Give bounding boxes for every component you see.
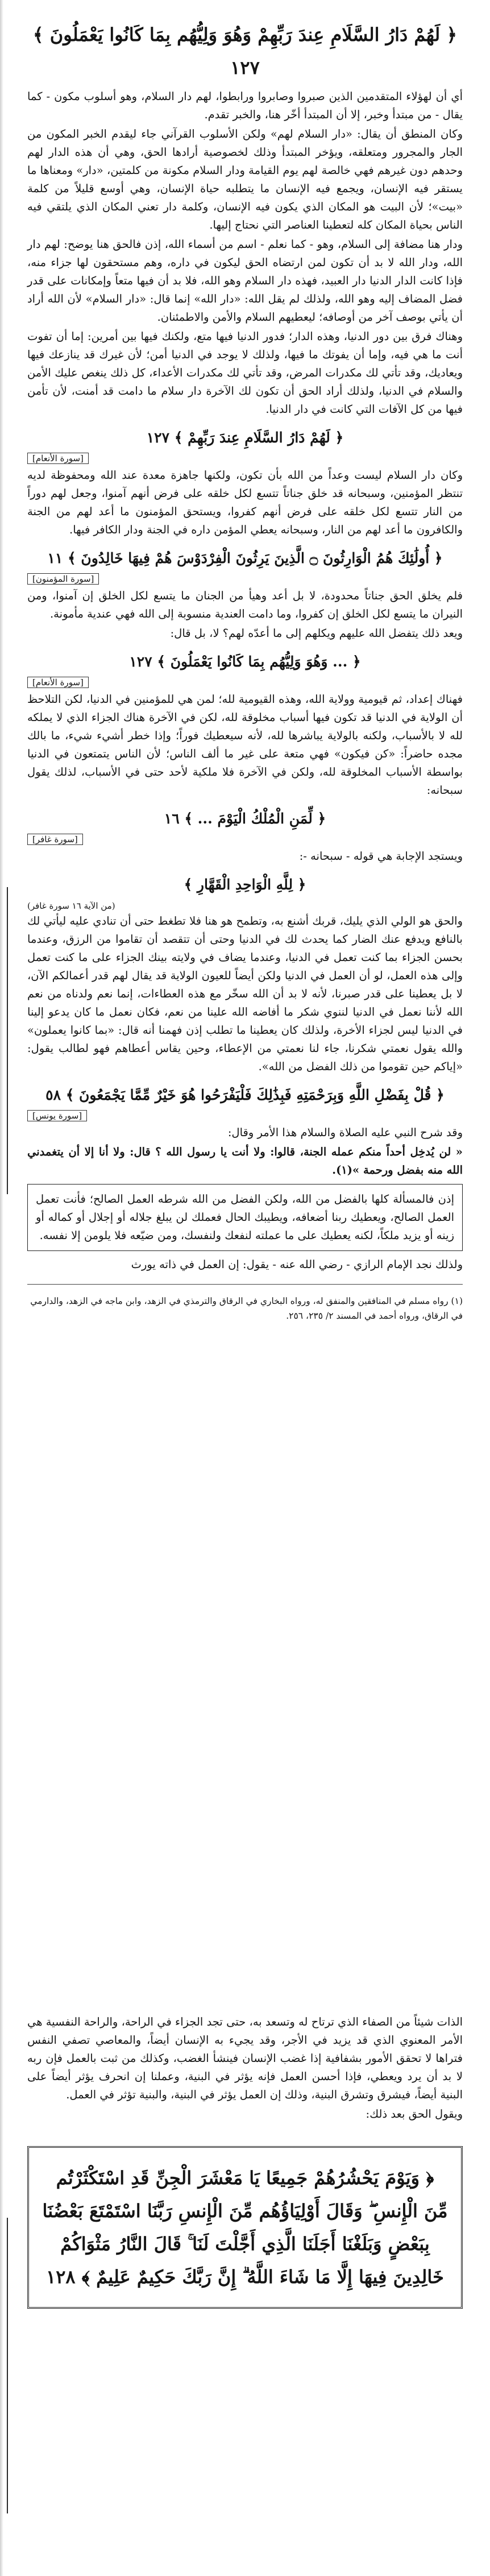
footnote: (١) رواه مسلم في المنافقين والمنفق له، ورواه البخاري في الرقاق والترمذي في الزهد، وابن ماجه في الزهد، والدارمي في الرقاق، ورواه أحمد في المسند ٢/ ٢٣٥، ٢٥٦. — [30, 1295, 463, 1321]
margin-line — [7, 887, 8, 1194]
paragraph: والحق هو الولي الذي يليك، قربك أشنع به، وتطمح هو هنا فلا تطغط حتى أن تنادي عليه ليأتي لك بالنافع ويدفع عنك الضار كما يحدث لك في الدنيا وحتى أن تتقصد أن تقاموا من الرزق، وعندما بحسن الجزاء بما كنت تعمل في الدنيا، وعندما يضاف في ولايته بينك الجزاء على ما كنت تعمل وإلى هذه العمل، لو أن العمل في الدنيا ولكن أيضاً للعيون الولاية قد يقال لهم قدر أعمالكم الآن، لا بل يعطينا على قدر صبرنا، لأنه لا بد أن الله سخّر مع هذه العطاءات، إنما نعم ولدناه من نعم الله لأننا نعمل في الدنيا لننوي شكر ما أفاضه الله علينا من نعم، فكان نعمل ما كان يدعو إلينا في الدنيا ليس لجزاء الأخرة، ولذلك كان يعطينا ما تطلب إذن فهمنا أنه قال: «بما كانوا يعملون» والله يقول نعمتي شكرنا، جاء لنا نعمتي من الإعطاء، وحين يقاس أعطاهم فهو لطالب يقول: «إياكم حين تقوموا من ذلك الفضل من الله». — [27, 914, 463, 1073]
paragraph: وهناك فرق بين دور الدنيا، وهذه الدار؛ فدور الدنيا فيها متع، ولكنك فيها بين أمرين: إما أن تفوت أنت ما هي فيه، وإما أن يفوتك ما فيها، ولذلك لا يوجد في الدنيا أمن؛ لأن غيرك قد ينازعك فيها ويعاديك، وقد تأتي لك مكدرات المرض، وقد تأتي لك مكدرات الأعداء، كل ذلك ينغص عليك الأمن والسلام في الدنيا، ولذلك أراد الحق أن تكون لك الآخرة دار سلام ما دامت قد أمنت، لأن تأمن فيها من كل الآفات التي كانت في دار الدنيا. — [27, 330, 463, 416]
page-bottom-section — [27, 2013, 463, 2309]
paragraph: ويقول الحق بعد ذلك: — [366, 2107, 463, 2121]
lead-in: ويستجد الإجابة هي قوله - سبحانه -: — [299, 850, 463, 863]
paragraph: فلم يخلق الحق جناتاً محدودة، لا بل أعد وهيأ من الجنان ما يتسع لكل الخلق إن آمنوا، ومن النيران ما يتسع لكل الخلق إن كفروا، وما دامت العندية منسوبة إلى الله فهي عندية مأمونة. — [27, 589, 463, 620]
sura-reference: [سورة الأنعام] — [27, 453, 89, 464]
paragraph: ودار هنا مضافة إلى السلام، وهو - كما نعلم - اسم من أسماء الله، إذن فالحق هنا يوضح: لهم دار الله، ودار الله لا بد أن تكون لمن ارتضاه الحق ليكون في داره، وهم مستحقون لها جزاء منه، فإذا كانت الدار الدنيا دار العبيد، فهذه دار السلام وهو الله، فلا بد أن فيها متعاً وإمكانات على قدر فضل المضاف إليه وهو الله، ولذلك لم يقل الله: «دار الله» إنما قال: «دار السلام» لأن الله أراد أن يأتي بوصف آخر من أوصافه؛ ليعطيهم السلام والأمن والاطمئنان. — [27, 238, 463, 324]
final-verse: ﴿ وَيَوْمَ يَحْشُرُهُمْ جَمِيعًا يَا مَعْشَرَ الْجِنِّ قَدِ اسْتَكْثَرْتُم مِّنَ الْإِنسِ ۖ وَقَالَ أَوْلِيَاؤُهُم مِّنَ الْإِنسِ رَبَّنَا اسْتَمْتَعَ بَعْضُنَا بِبَعْضٍ وَبَلَغْنَا أَجَلَنَا الَّذِي أَجَّلْتَ لَنَا ۚ قَالَ النَّارُ مَثْوَاكُمْ خَالِدِينَ فِيهَا إِلَّا مَا شَاءَ اللَّهُ ۗ إِنَّ رَبَّكَ حَكِيمٌ عَلِيمٌ ﴾ ١٢٨ — [42, 2167, 448, 2288]
sura-reference: [سورة المؤمنون] — [27, 573, 99, 585]
quran-verse: ﴿ لِّمَنِ الْمُلْكُ الْيَوْمَ ... ﴾ ١٦ — [164, 810, 326, 827]
sura-reference: [سورة غافر] — [27, 834, 83, 845]
boxed-text: إذن فالمسألة كلها بالفضل من الله، ولكن الفضل من الله شرطه العمل الصالح؛ فأنت تعمل العمل الصالح، ويعطيك ربنا أضعافه، ويطيبك الحال فعملك لن يبلغ جلاله أو إجلال أو كماله أو زينه أو يزيد ملكاً، لكنه يعطيك على ما عملته لنفعك ولنفسك، ومن ضيّعه فلا يلومن إلا نفسه. — [36, 1192, 454, 1242]
page-top-section — [27, 10, 463, 1332]
quran-verse: ﴿ ... وَهُوَ وَلِيُّهُم بِمَا كَانُوا يَعْمَلُونَ ﴾ ١٢٧ — [129, 653, 361, 670]
paragraph: وقد شرح النبي عليه الصلاة والسلام هذا الأمر وقال: — [227, 1126, 463, 1139]
paragraph: ويعد ذلك يتفضل الله عليهم ويكلهم إلى ما أعدّه لهم؟ لا، بل قال: — [170, 627, 463, 640]
paragraph: الذات شيئاً من الصفاء الذي ترتاح له وتسعد به، حتى تجد الجزاء في الراحة، والراحة النفسية هي الأمر المعنوي الذي قد يزيد في الأجر، وقد يجيء به الإنسان أيضاً، والمعاصي تصفي النفس فتراها لا تحقق الأمور بشفافية إذا غضب الإنسان فينشأ الغضب، وكذلك من ثبت بالعمل فإن ربه لا بد أن يرد ويعطي، فإذا أحسن العمل فإنه يؤثر في البنية، وعملنا إن انحرف يؤثر أيضاً على البنية أيضاً، فيشرق وتشرق البنية، وذلك إن العمل يؤثر في البنية، والبنية تؤثر في العمل. — [27, 2015, 463, 2101]
paragraph: وكان المنطق أن يقال: «دار السلام لهم» ولكن الأسلوب القرآني جاء ليقدم الخبر المكون من الجار والمجرور ومتعلقه، ويؤخر المبتدأ وذلك لخصوصية أرادها الحق، وهي أن هذه الدار لهم وحدهم دون غيرهم فهي خالصة لهم يوم القيامة ودار السلام مكونة من كلمتين، «دار» ومعناها ما يستقر فيه الإنسان، ويجمع فيه الإنسان ما يتطلبه حياة الإنسان، وهي أوسع قليلاً من كلمة «بيت»؛ لأن البيت هو المكان الذي يكون فيه الإنسان، وكلمة دار تعني المكان الذي يلتقي فيه الناس بحياة المكان كله لتعطينا العناصر التي نحتاج إليها. — [27, 127, 463, 231]
header-verse: ﴿ لَهُمْ دَارُ السَّلَامِ عِندَ رَبِّهِمْ وَهُوَ وَلِيُّهُم بِمَا كَانُوا يَعْمَلُونَ ﴾ ١٢٧ — [32, 24, 458, 78]
paragraph: ولذلك نجد الإمام الرازي - رضي الله عنه - يقول: إن العمل في ذاته يورث — [131, 1258, 463, 1271]
sura-reference: [سورة الأنعام] — [27, 677, 89, 688]
sura-reference: [سورة يونس] — [27, 1110, 87, 1121]
margin-line — [7, 2218, 8, 2513]
hadith: « لن يُدخِل أحداً منكم عمله الجنة، قالوا: ولا أنت يا رسول الله ؟ قال: ولا أنا إلا أن يتغمدني الله منه بفضل ورحمة »(١). — [27, 1145, 463, 1177]
quran-verse: ﴿ أُولَٰئِكَ هُمُ الْوَارِثُونَ ۝ الَّذِينَ يَرِثُونَ الْفِرْدَوْسَ هُمْ فِيهَا خَالِدُونَ ﴾ ١١ — [47, 550, 443, 566]
paragraph: وكان دار السلام ليست وعداً من الله بأن تكون، ولكنها جاهزة معدة عند الله ومحفوظة لديه تنتظر المؤمنين، وسبحانه قد خلق جناتاً تتسع لكل خلقه على فرض أنهم آمنوا، وجعل لهم دوراً من النار تتسع لكل خلقه على فرض أنهم كفروا، ويستحق المؤمنون ما أعد لهم من الجنة والكافرون ما أعد لهم من النار، وسبحانه يعطي المؤمن داره في الجنة ودار الكافر فيها. — [27, 469, 463, 536]
footnote-divider — [27, 1284, 463, 1285]
scan-edge — [0, 0, 3, 2576]
verse-reference: (من الآية ١٦ سورة غافر) — [27, 901, 115, 911]
boxed-note — [27, 1184, 463, 1251]
quran-verse: ﴿ لَهُمْ دَارُ السَّلَامِ عِندَ رَبِّهِمْ ﴾ ١٢٧ — [146, 429, 344, 446]
paragraph: أي أن لهؤلاء المتقدمين الذين صبروا وصابروا ورابطوا، لهم دار السلام، وهو أسلوب مكون - كما يقال - من مبتدأ وخبر، إلا أن المبتدأ أخّر هنا، والخبر تقدم. — [27, 90, 463, 121]
paragraph: فهناك إعداد، ثم قيومية وولاية الله، وهذه القيومية لله؛ لمن هي للمؤمنين في الدنيا، لكن التلاحظ أن الولاية في الدنيا قد تكون فيها أسباب مخلوقة لله، لكن في الآخرة هناك الجزاء الذي لا يملكه لله لا بالأسباب، ولكنه بالولاية يباشرها لله، لأنه سيعطيك فوراً؛ وإذا خطر أشيء شيء، ما بالك مجده حاضراً: «كن فيكون» فهي متعة على غير ما ألف الناس؛ لأن الناس يتمتعون في الدنيا بواسطة الأسباب المخلوقة لله، ولكن في الآخرة فلا ملكية لأحد حتى في الأسباب، لذلك يقول سبحانه: — [27, 693, 463, 797]
quran-verse: ﴿ قُلْ بِفَضْلِ اللَّهِ وَبِرَحْمَتِهِ فَبِذَٰلِكَ فَلْيَفْرَحُوا هُوَ خَيْرٌ مِّمَّا يَجْمَعُونَ ﴾ ٥٨ — [45, 1087, 445, 1103]
final-verse-frame — [27, 2146, 463, 2309]
quran-verse: ﴿ لِلَّهِ الْوَاحِدِ الْقَهَّارِ ﴾ — [184, 876, 306, 893]
